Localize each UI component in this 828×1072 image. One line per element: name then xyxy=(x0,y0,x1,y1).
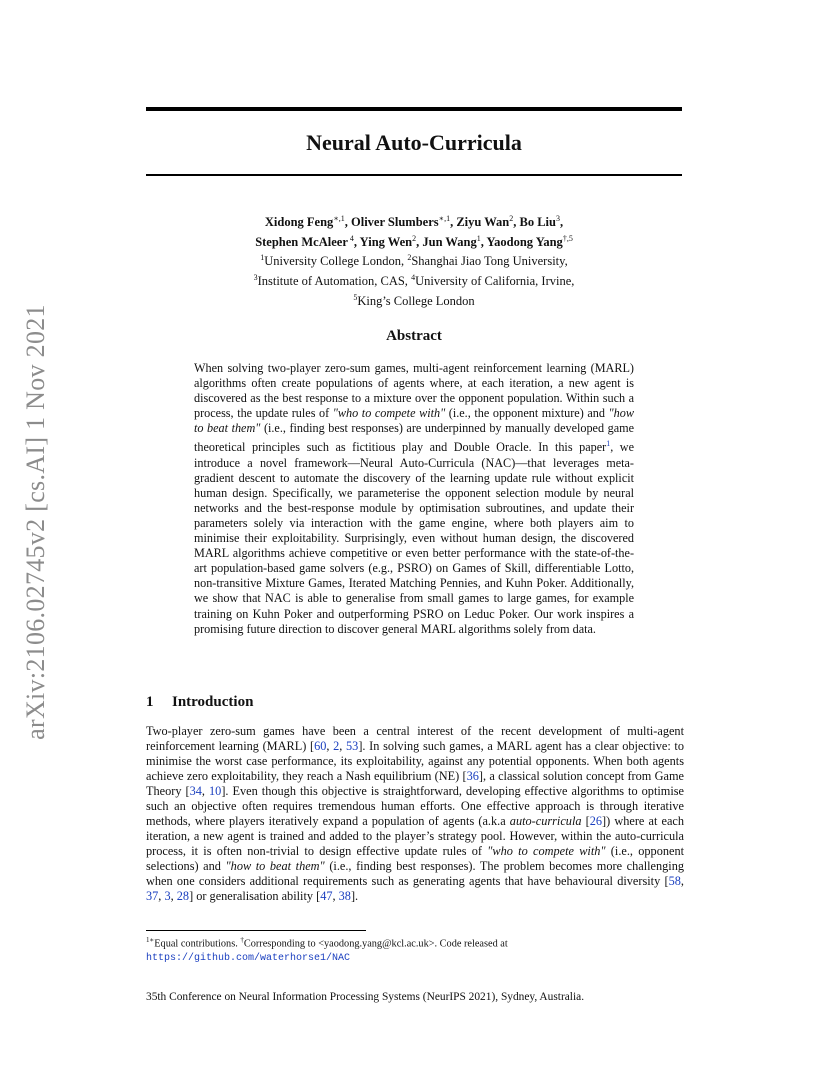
abstract-heading: Abstract xyxy=(386,328,442,344)
author-sup: 4 xyxy=(347,233,354,243)
conference-note: 35th Conference on Neural Information Processing Systems (NeurIPS 2021), Sydney, Australia. xyxy=(146,991,585,1003)
intro-text: ]. In solving such games, a MARL agent has a clear objective: to minimise the worst case performance, its exploitability, against any potential opponents. When both agents achieve zero exploitability, they reach a Nash equilibrium (NE) [ xyxy=(146,739,684,783)
author-name: Xidong Feng xyxy=(264,215,334,230)
intro-text: (i.e., opponent selections) and xyxy=(146,844,685,873)
citation-link[interactable]: 26 xyxy=(589,814,603,828)
author-block xyxy=(146,211,682,309)
affiliation-line-3 xyxy=(146,290,682,310)
citation-link[interactable]: 58 xyxy=(668,874,681,888)
author-name: Stephen McAleer xyxy=(255,234,348,249)
affil-text: University of California, Irvine, xyxy=(415,274,575,289)
intro-text: ]) where at each iteration, a new agent is trained and added to the player’s strategy pool. However, within the auto-curricula process, it is often non-trivial to design effective update rules of xyxy=(146,814,685,858)
author-sup: ∗,1 xyxy=(438,214,451,223)
citation-link[interactable]: 34 xyxy=(189,784,202,798)
intro-text: ]. Even though this objective is straightforward, developing effective algorithms to optimise such an objective often requires tremendous human efforts. One effective approach is through iterative methods, where players iteratively expand a population of agents (a.k.a xyxy=(146,784,684,828)
intro-paragraph: Two-player zero-sum games have been a central interest of the recent development of multi-agent reinforcement learning (MARL) [60, 2, 53]. In solving such games, a MARL agent has a clear objective: to minimise the worst case performance, its exploitability, against any potential opponents. When both agents achieve zero exploitability, they reach a Nash equilibrium (NE) [36], a classical solution concept from Game Theory [34, 10]. Even though this objective is straightforward, developing effective algorithms to optimise such an objective often requires tremendous human efforts. One effective approach is through iterative methods, where players iteratively expand a population of agents (a.k.a auto-curricula [26]) where at each iteration, a new agent is trained and added to the player’s strategy pool. However, within the auto-curricula process, it is often non-trivial to design effective update rules of "who to compete with" (i.e., opponent selections) and "how to beat them" (i.e., finding best responses). The problem becomes more challenging when one considers additional requirements such as generating agents that have behavioural diversity [58, 37, 3, 28] or generalisation ability [47, 38]. xyxy=(146,724,685,903)
author-name: Oliver Slumbers xyxy=(351,215,439,230)
footnote-marker-link[interactable]: 1 xyxy=(606,439,611,449)
intro-text: Two-player zero-sum games have been a central interest of the recent development of multi-agent reinforcement learning (MARL) [ xyxy=(146,724,684,753)
intro-text: ]. xyxy=(350,889,359,903)
footnote-text: Corresponding to <yaodong.yang@kcl.ac.uk>. Code released at xyxy=(243,938,508,950)
citation-link[interactable]: 28 xyxy=(176,889,190,903)
intro-text: ] or generalisation ability [ xyxy=(189,889,321,903)
abstract-text: , we introduce a novel framework—Neural Auto-Curricula (NAC)—that leverages meta-gradient descent to automate the discovery of the learning update rule without explicit human design. Specifically, we parameterise the opponent selection module by neural networks and the best-response module by optimisation subroutines, and update their parameters solely via interaction with the game engine, where both players aim to minimise their exploitability. Surprisingly, even without human design, the discovered MARL algorithms achieve competitive or even better performance with the state-of-the-art population-based game solvers (e.g., PSRO) on Games of Skill, differentiable Lotto, non-transitive Mixture Games, Iterated Matching Pennies, and Kuhn Poker. Additionally, we show that NAC is able to generalise from small games to large games, for example training on Kuhn Poker and outperforming PSRO on Leduc Poker. Our work inspires a promising future direction to discover general MARL algorithms solely from data. xyxy=(194,440,634,636)
affiliation-line-2 xyxy=(146,270,682,290)
arxiv-identifier: arXiv:2106.02745v2 [cs.AI] 1 Nov 2021 xyxy=(21,304,50,740)
author-line-1: Xidong Feng$^{∗,1}$, Oliver Slumbers$^{∗,1}$, Ziyu Wan$^2$, Bo Liu$^3$, xyxy=(264,214,564,230)
footnote-rule xyxy=(146,930,366,931)
abstract-emphasis: "who to compete with" xyxy=(332,406,446,421)
paper-title: Neural Auto-Curricula xyxy=(306,130,522,155)
affil-text: Institute of Automation, CAS, xyxy=(257,274,412,289)
footnote-number: 1 xyxy=(146,936,150,944)
affil-sup: 5 xyxy=(353,292,358,302)
author-name: Jun Wang xyxy=(422,234,477,249)
citation-link[interactable]: 60 xyxy=(314,739,327,753)
intro-emphasis: auto-curricula xyxy=(509,814,582,828)
citation-link[interactable]: 10 xyxy=(209,784,222,798)
abstract-text: (i.e., finding best responses) are underpinned by manually developed game theoretical principles such as fictitious play and Double Oracle. In this paper xyxy=(194,421,635,455)
abstract-emphasis: "how to beat them" xyxy=(194,406,634,436)
footnote-symbol: † xyxy=(240,936,244,944)
citation-link[interactable]: 47 xyxy=(320,889,333,903)
author-sup: †,5 xyxy=(562,233,573,243)
author-name: Bo Liu xyxy=(519,215,556,230)
citation-link[interactable]: 36 xyxy=(466,769,479,783)
author-name: Ying Wen xyxy=(359,234,413,249)
footnote-symbol: ∗ xyxy=(149,936,155,944)
author-sup: 1 xyxy=(476,233,481,243)
citation-link[interactable]: 53 xyxy=(346,739,359,753)
citation-link[interactable]: 3 xyxy=(164,889,171,903)
section-number: 1 xyxy=(146,694,154,710)
section-title: Introduction xyxy=(172,694,254,710)
author-name: Yaodong Yang xyxy=(486,234,563,249)
author-sup: 2 xyxy=(509,214,514,223)
author-sup: ∗,1 xyxy=(333,214,345,223)
affil-text: Shanghai Jiao Tong University, xyxy=(411,254,568,269)
intro-text: (i.e., finding best responses). The problem becomes more challenging when one considers additional requirements such as generating agents that have behavioural diversity [ xyxy=(146,859,684,888)
author-line-2: Stephen McAleer $^4$, Ying Wen$^2$, Jun Wang$^1$, Yaodong Yang$^{\dagger,5}$ xyxy=(255,233,573,249)
footnote xyxy=(146,934,684,965)
author-name: Ziyu Wan xyxy=(456,215,510,230)
intro-emphasis: "who to compete with" xyxy=(487,844,606,858)
affil-sup: 4 xyxy=(411,272,416,282)
title-top-rule xyxy=(146,107,682,111)
citation-link[interactable]: 2 xyxy=(333,739,340,753)
citation-link[interactable]: 38 xyxy=(338,889,351,903)
abstract-text: When solving two-player zero-sum games, multi-agent reinforcement learning (MARL) algorithms often create populations of agents where, at each iteration, a new agent is discovered as the best response to a mixture over the opponent population. Within such a process, the update rules of xyxy=(194,361,634,421)
author-sup: 2 xyxy=(412,233,417,243)
title-bottom-rule xyxy=(146,174,682,176)
section-heading xyxy=(146,694,253,711)
affil-sup: 3 xyxy=(253,272,258,282)
intro-text: ], a classical solution concept from Game Theory [ xyxy=(146,769,684,798)
abstract-body xyxy=(194,361,634,637)
abstract-text: (i.e., the opponent mixture) and xyxy=(445,406,609,421)
affil-sup: 2 xyxy=(407,253,412,263)
footnote-text: Equal contributions. xyxy=(154,938,241,950)
author-sup: 3 xyxy=(555,214,560,223)
intro-text: [ xyxy=(581,814,590,828)
citation-link[interactable]: 37 xyxy=(146,889,159,903)
code-link[interactable]: https://github.com/waterhorse1/NAC xyxy=(146,952,351,964)
affil-text: University College London, xyxy=(264,254,408,269)
intro-emphasis: "how to beat them" xyxy=(225,859,325,873)
affil-text: King’s College London xyxy=(357,293,475,308)
affiliation-line-1 xyxy=(146,250,682,270)
affil-sup: 1 xyxy=(260,253,265,263)
